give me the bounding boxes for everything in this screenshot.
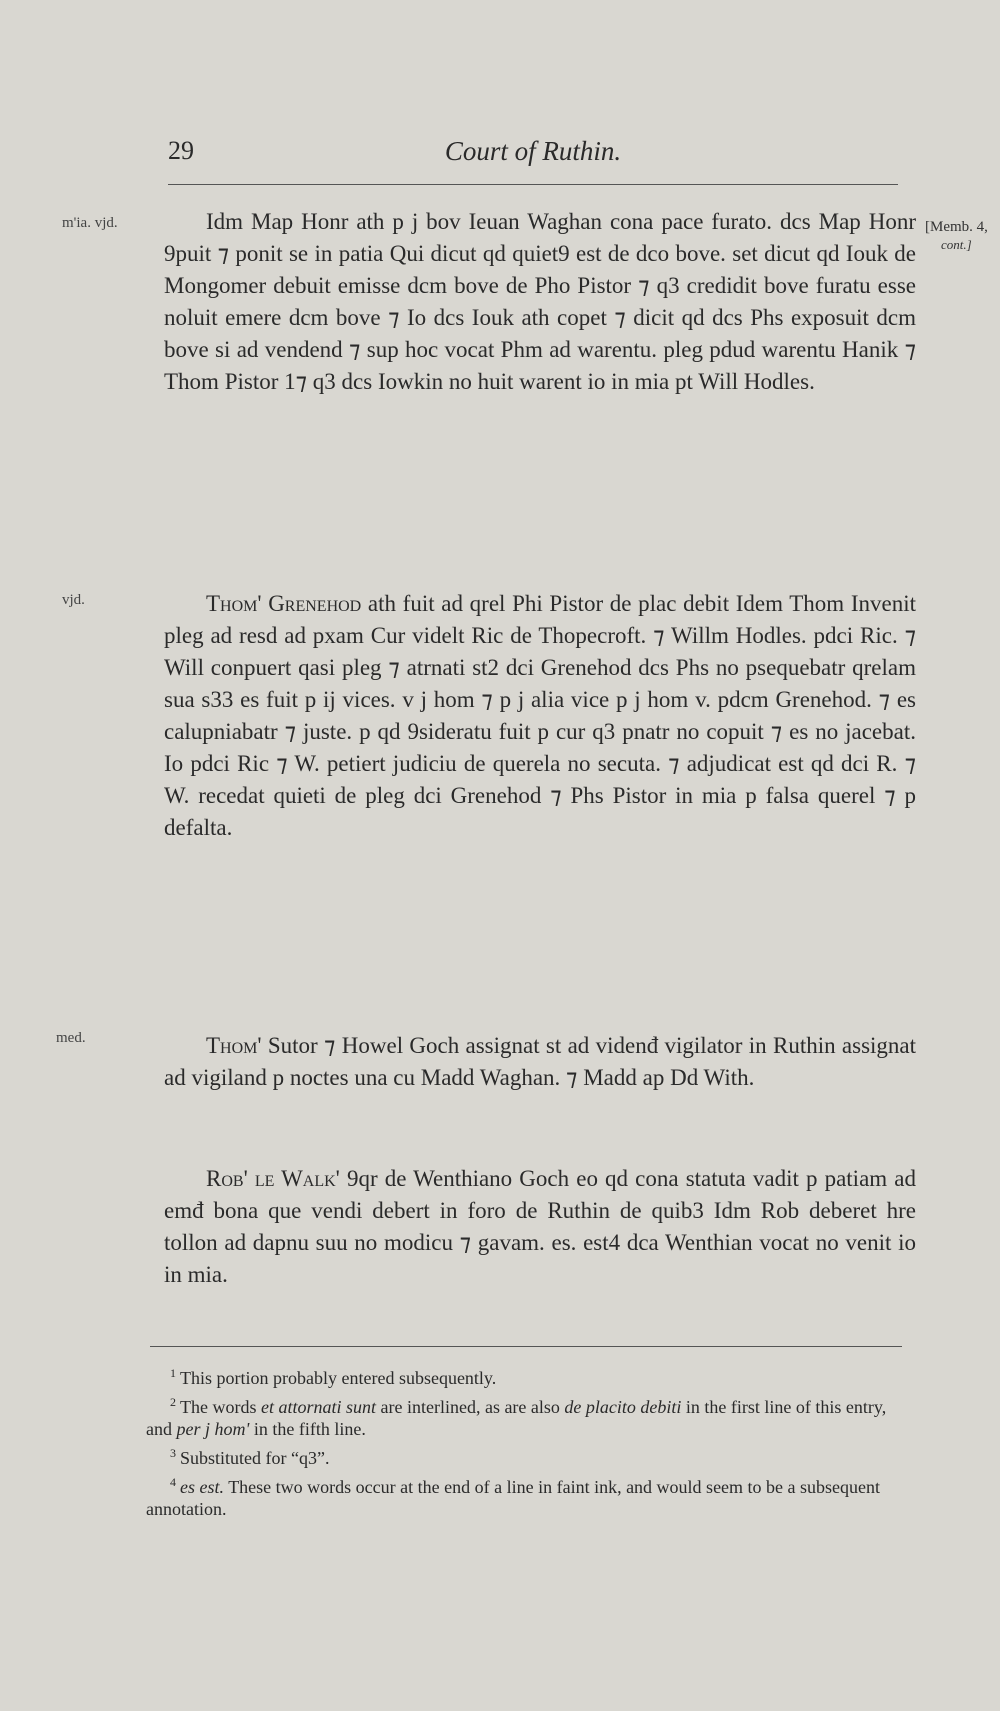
running-head: Court of Ruthin.	[444, 136, 622, 166]
entry-3-lead: Thom'	[206, 1033, 262, 1058]
footnote-2: $^2$ The words et attornati sunt are interlined, as are also de placito debiti in the first line of this entry, and per j hom' in the fifth line.	[146, 1395, 887, 1439]
entry-4-paragraph	[164, 1163, 916, 1291]
entry-2-text: ath fuit ad qrel Phi Pistor de plac debit Idem Thom Invenit pleg ad resd ad pxam Cur videlt Ric de Thopecroft. ⁊ Willm Hodles. pdci Ric. ⁊ Will conpuert qasi pleg ⁊ atrnati st2 dci Grenehod dcs Phs no psequebatr qrelam sua s33 es fuit p ij vices. v j hom ⁊ p j alia vice p j hom v. pdcm Grenehod. ⁊ es calupniabatr ⁊ juste. p qd 9sideratu fuit p cur q3 pnatr no copuit ⁊ es no jacebat. Io pdci Ric ⁊ W. petiert judiciu de querela no secuta. ⁊ adjudicat est qd dci R. ⁊ W. recedat quieti de pleg dci Grenehod ⁊ Phs Pistor in mia p falsa querel ⁊ p defalta.	[164, 591, 917, 840]
footnote-4: $^4$ es est. These two words occur at the end of a line in faint ink, and would seem to be a subsequent annotation.	[146, 1475, 881, 1519]
page-header	[168, 136, 898, 176]
footnote-1: $^1$ This portion probably entered subsequently.	[170, 1366, 497, 1388]
entry-3	[164, 1030, 916, 1094]
footnote-3: $^3$ Substituted for “q3”.	[170, 1446, 330, 1468]
entry-1-text: Idm Map Honr ath p j bov Ieuan Waghan cona pace furato. dcs Map Honr 9puit ⁊ ponit se in patia Qui dicut qd quiet9 est de dco bove. set dicut qd Iouk de Mongomer debuit emisse dcm bove de Pho Pistor ⁊ q3 credidit bove furatu esse noluit emere dcm bove ⁊ Io dcs Iouk ath copet ⁊ dicit qd dcs Phs exposuit dcm bove si ad vendend ⁊ sup hoc vocat Phm ad warentu. pleg pdud warentu Hanik ⁊ Thom Pistor 1⁊ q3 dcs Iowkin no huit warent io in mia pt Will Hodles.	[164, 209, 916, 394]
entry-2-paragraph	[164, 588, 916, 844]
margin-note-entry3: med.	[56, 1030, 86, 1046]
entry-1	[164, 206, 916, 398]
entry-4-lead: Rob' le Walk'	[206, 1166, 340, 1191]
entry-3-paragraph	[164, 1030, 916, 1094]
margin-note-entry2: vjd.	[62, 592, 85, 608]
footnote-rule	[150, 1346, 902, 1347]
membrane-label: [Memb. 4,	[925, 219, 988, 235]
entry-3-text: Sutor ⁊ Howel Goch assignat st ad videnđ vigilator in Ruthin assignat ad vigiland p noctes una cu Madd Waghan. ⁊ Madd ap Dd With.	[164, 1033, 917, 1090]
entry-2	[164, 588, 916, 844]
membrane-cont: cont.]	[941, 237, 972, 252]
entry-4-text: 9qr de Wenthiano Goch eo qd cona statuta vadit p patiam ad emđ bona que vendi debert in foro de Ruthin de quib3 Idm Rob deberet hre tollon ad dapnu suu no modicu ⁊ gavam. es. est4 dca Wenthian vocat no venit io in mia.	[164, 1166, 916, 1287]
entry-2-lead: Thom' Grenehod	[206, 591, 362, 616]
margin-note-entry1: m'ia. vjd.	[62, 215, 118, 231]
header-rule	[168, 184, 898, 185]
footnotes	[146, 1362, 906, 1522]
entry-4	[164, 1163, 916, 1291]
membrane-note	[925, 219, 1000, 253]
page-number: 29	[168, 136, 194, 165]
